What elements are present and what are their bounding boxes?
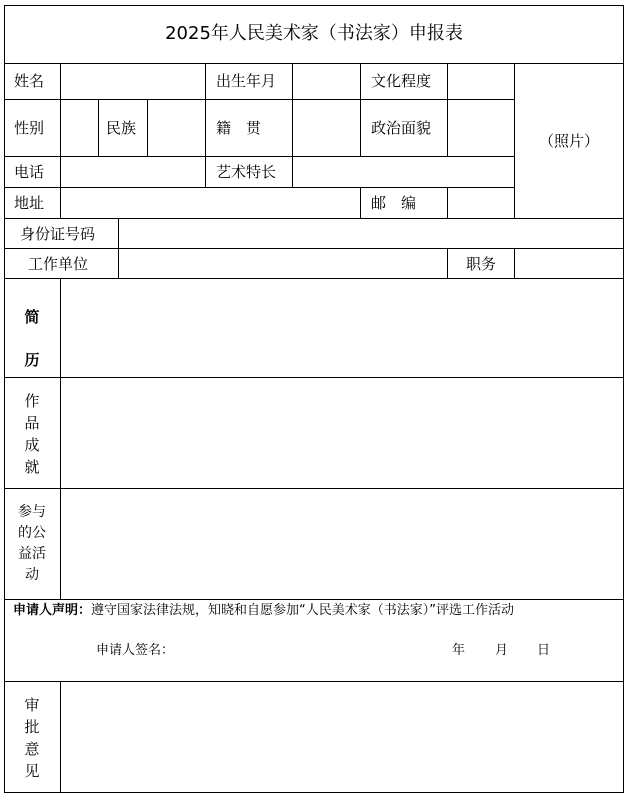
declaration-line	[13, 603, 514, 619]
specialty-field[interactable]	[293, 157, 514, 187]
phone-field[interactable]	[61, 157, 205, 187]
form-title: 2025年人民美术家（书法家）申报表	[165, 23, 463, 44]
border-line	[4, 792, 624, 793]
achievements-field[interactable]	[61, 378, 623, 488]
address-field[interactable]	[61, 188, 360, 218]
label-phone: 电话	[14, 163, 45, 181]
border-line	[360, 63, 361, 157]
label-id-number: 身份证号码	[20, 225, 96, 243]
charity-field[interactable]	[61, 489, 623, 599]
label-political: 政治面貌	[371, 119, 432, 137]
declaration-heading: 申请人声明：	[13, 603, 92, 618]
border-line	[4, 5, 624, 6]
border-line	[98, 99, 99, 157]
label-charity: 参与的公益活动	[18, 504, 46, 583]
name-field[interactable]	[61, 64, 205, 99]
label-address: 地址	[14, 194, 45, 212]
signature-field[interactable]	[180, 636, 440, 664]
border-line	[4, 5, 5, 793]
education-field[interactable]	[448, 64, 514, 99]
ethnicity-field[interactable]	[148, 100, 205, 156]
label-postcode: 邮 编	[371, 194, 417, 212]
label-employer: 工作单位	[28, 255, 89, 273]
declaration-text: 遵守国家法律法规，知晓和自愿参加“人民美术家（书法家）”评选工作活动	[91, 603, 514, 618]
date-month-label: 月	[495, 643, 509, 658]
label-education: 文化程度	[371, 72, 432, 90]
label-specialty: 艺术特长	[216, 163, 277, 181]
border-line	[623, 5, 624, 793]
id-number-field[interactable]	[119, 219, 623, 248]
label-achievements: 作品成就	[24, 392, 40, 476]
employer-field[interactable]	[119, 249, 447, 278]
political-field[interactable]	[448, 100, 514, 156]
label-birth: 出生年月	[216, 72, 277, 90]
postcode-field[interactable]	[448, 188, 514, 218]
position-field[interactable]	[515, 249, 623, 278]
label-origin: 籍 贯	[216, 119, 262, 137]
approval-field[interactable]	[61, 682, 623, 792]
label-name: 姓名	[14, 72, 45, 90]
label-ethnicity: 民族	[106, 119, 137, 137]
border-line	[4, 599, 624, 600]
gender-field[interactable]	[61, 100, 98, 156]
photo-placeholder[interactable]: （照片）	[538, 132, 599, 150]
label-approval: 审批意见	[24, 696, 40, 780]
border-line	[205, 63, 206, 188]
border-line	[447, 248, 448, 279]
origin-field[interactable]	[293, 100, 360, 156]
birth-field[interactable]	[293, 64, 360, 99]
label-position: 职务	[466, 255, 497, 273]
resume-field[interactable]	[61, 279, 623, 377]
label-resume: 简历	[24, 308, 40, 369]
label-gender: 性别	[14, 119, 45, 137]
signature-label: 申请人签名：	[96, 643, 175, 658]
date-year-label: 年	[452, 643, 466, 658]
date-day-label: 日	[537, 643, 551, 658]
border-line	[360, 187, 361, 219]
